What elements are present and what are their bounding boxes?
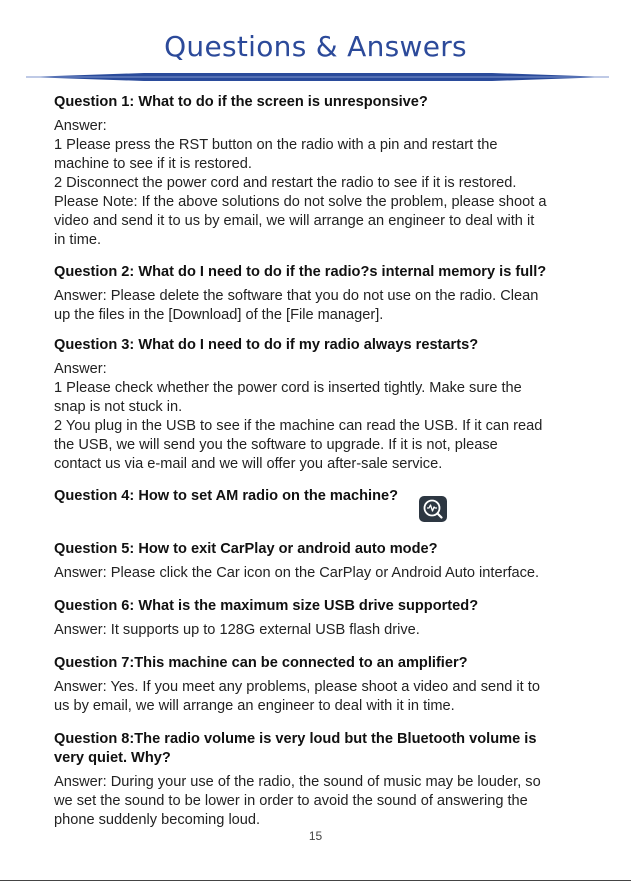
page-number: 15 (308, 829, 323, 843)
answer-3-line-5: the USB, we will send you the software to upgrade. If it is not, please (54, 437, 498, 453)
answer-3-line-3: snap is not stuck in. (54, 399, 183, 415)
question-7: Question 7:This machine can be connected to an amplifier? (54, 655, 468, 671)
question-8-line-2: very quiet. Why? (54, 750, 171, 766)
answer-1-line-7: in time. (54, 232, 102, 248)
answer-3-line-1: Answer: (54, 361, 107, 377)
title-divider (26, 64, 609, 90)
question-2: Question 2: What do I need to do if the radio?s internal memory is full? (54, 264, 547, 280)
answer-8-line-3: phone suddenly becoming loud. (54, 812, 261, 828)
question-1: Question 1: What to do if the screen is unresponsive? (54, 94, 428, 110)
answer-3-line-4: 2 You plug in the USB to see if the machine can read the USB. If it can read (54, 418, 543, 434)
question-6: Question 6: What is the maximum size USB drive supported? (54, 598, 479, 614)
answer-1-line-1: Answer: (54, 118, 107, 134)
question-8-line-1: Question 8:The radio volume is very loud but the Bluetooth volume is (54, 731, 537, 747)
answer-1-line-4: 2 Disconnect the power cord and restart the radio to see if it is restored. (54, 175, 517, 191)
answer-2-line-2: up the files in the [Download] of the [File manager]. (54, 307, 384, 323)
answer-3-line-2: 1 Please check whether the power cord is inserted tightly. Make sure the (54, 380, 522, 396)
answer-1-line-6: video and send it to us by email, we will arrange an engineer to deal with it (54, 213, 535, 229)
answer-8-line-2: we set the sound to be lower in order to avoid the sound of answering the (54, 793, 528, 809)
radio-wave-search-icon (419, 496, 447, 522)
answer-8-line-1: Answer: During your use of the radio, the sound of music may be louder, so (54, 774, 541, 790)
question-5: Question 5: How to exit CarPlay or android auto mode? (54, 541, 438, 557)
answer-1-line-2: 1 Please press the RST button on the radio with a pin and restart the (54, 137, 498, 153)
answer-1-line-5: Please Note: If the above solutions do not solve the problem, please shoot a (54, 194, 547, 210)
qa-content (54, 93, 584, 830)
answer-3-line-6: contact us via e-mail and we will offer you after-sale service. (54, 456, 443, 472)
answer-1-line-3: machine to see if it is restored. (54, 156, 252, 172)
page-title: Questions & Answers (164, 30, 467, 63)
footer-divider (0, 880, 631, 881)
answer-7-line-1: Answer: Yes. If you meet any problems, please shoot a video and send it to (54, 679, 540, 695)
question-3: Question 3: What do I need to do if my radio always restarts? (54, 337, 479, 353)
answer-5-line-1: Answer: Please click the Car icon on the CarPlay or Android Auto interface. (54, 565, 540, 581)
answer-7-line-2: us by email, we will arrange an engineer to deal with it in time. (54, 698, 455, 714)
answer-2-line-1: Answer: Please delete the software that you do not use on the radio. Clean (54, 288, 539, 304)
answer-6-line-1: Answer: It supports up to 128G external USB flash drive. (54, 622, 420, 638)
question-4: Question 4: How to set AM radio on the machine? (54, 488, 399, 504)
